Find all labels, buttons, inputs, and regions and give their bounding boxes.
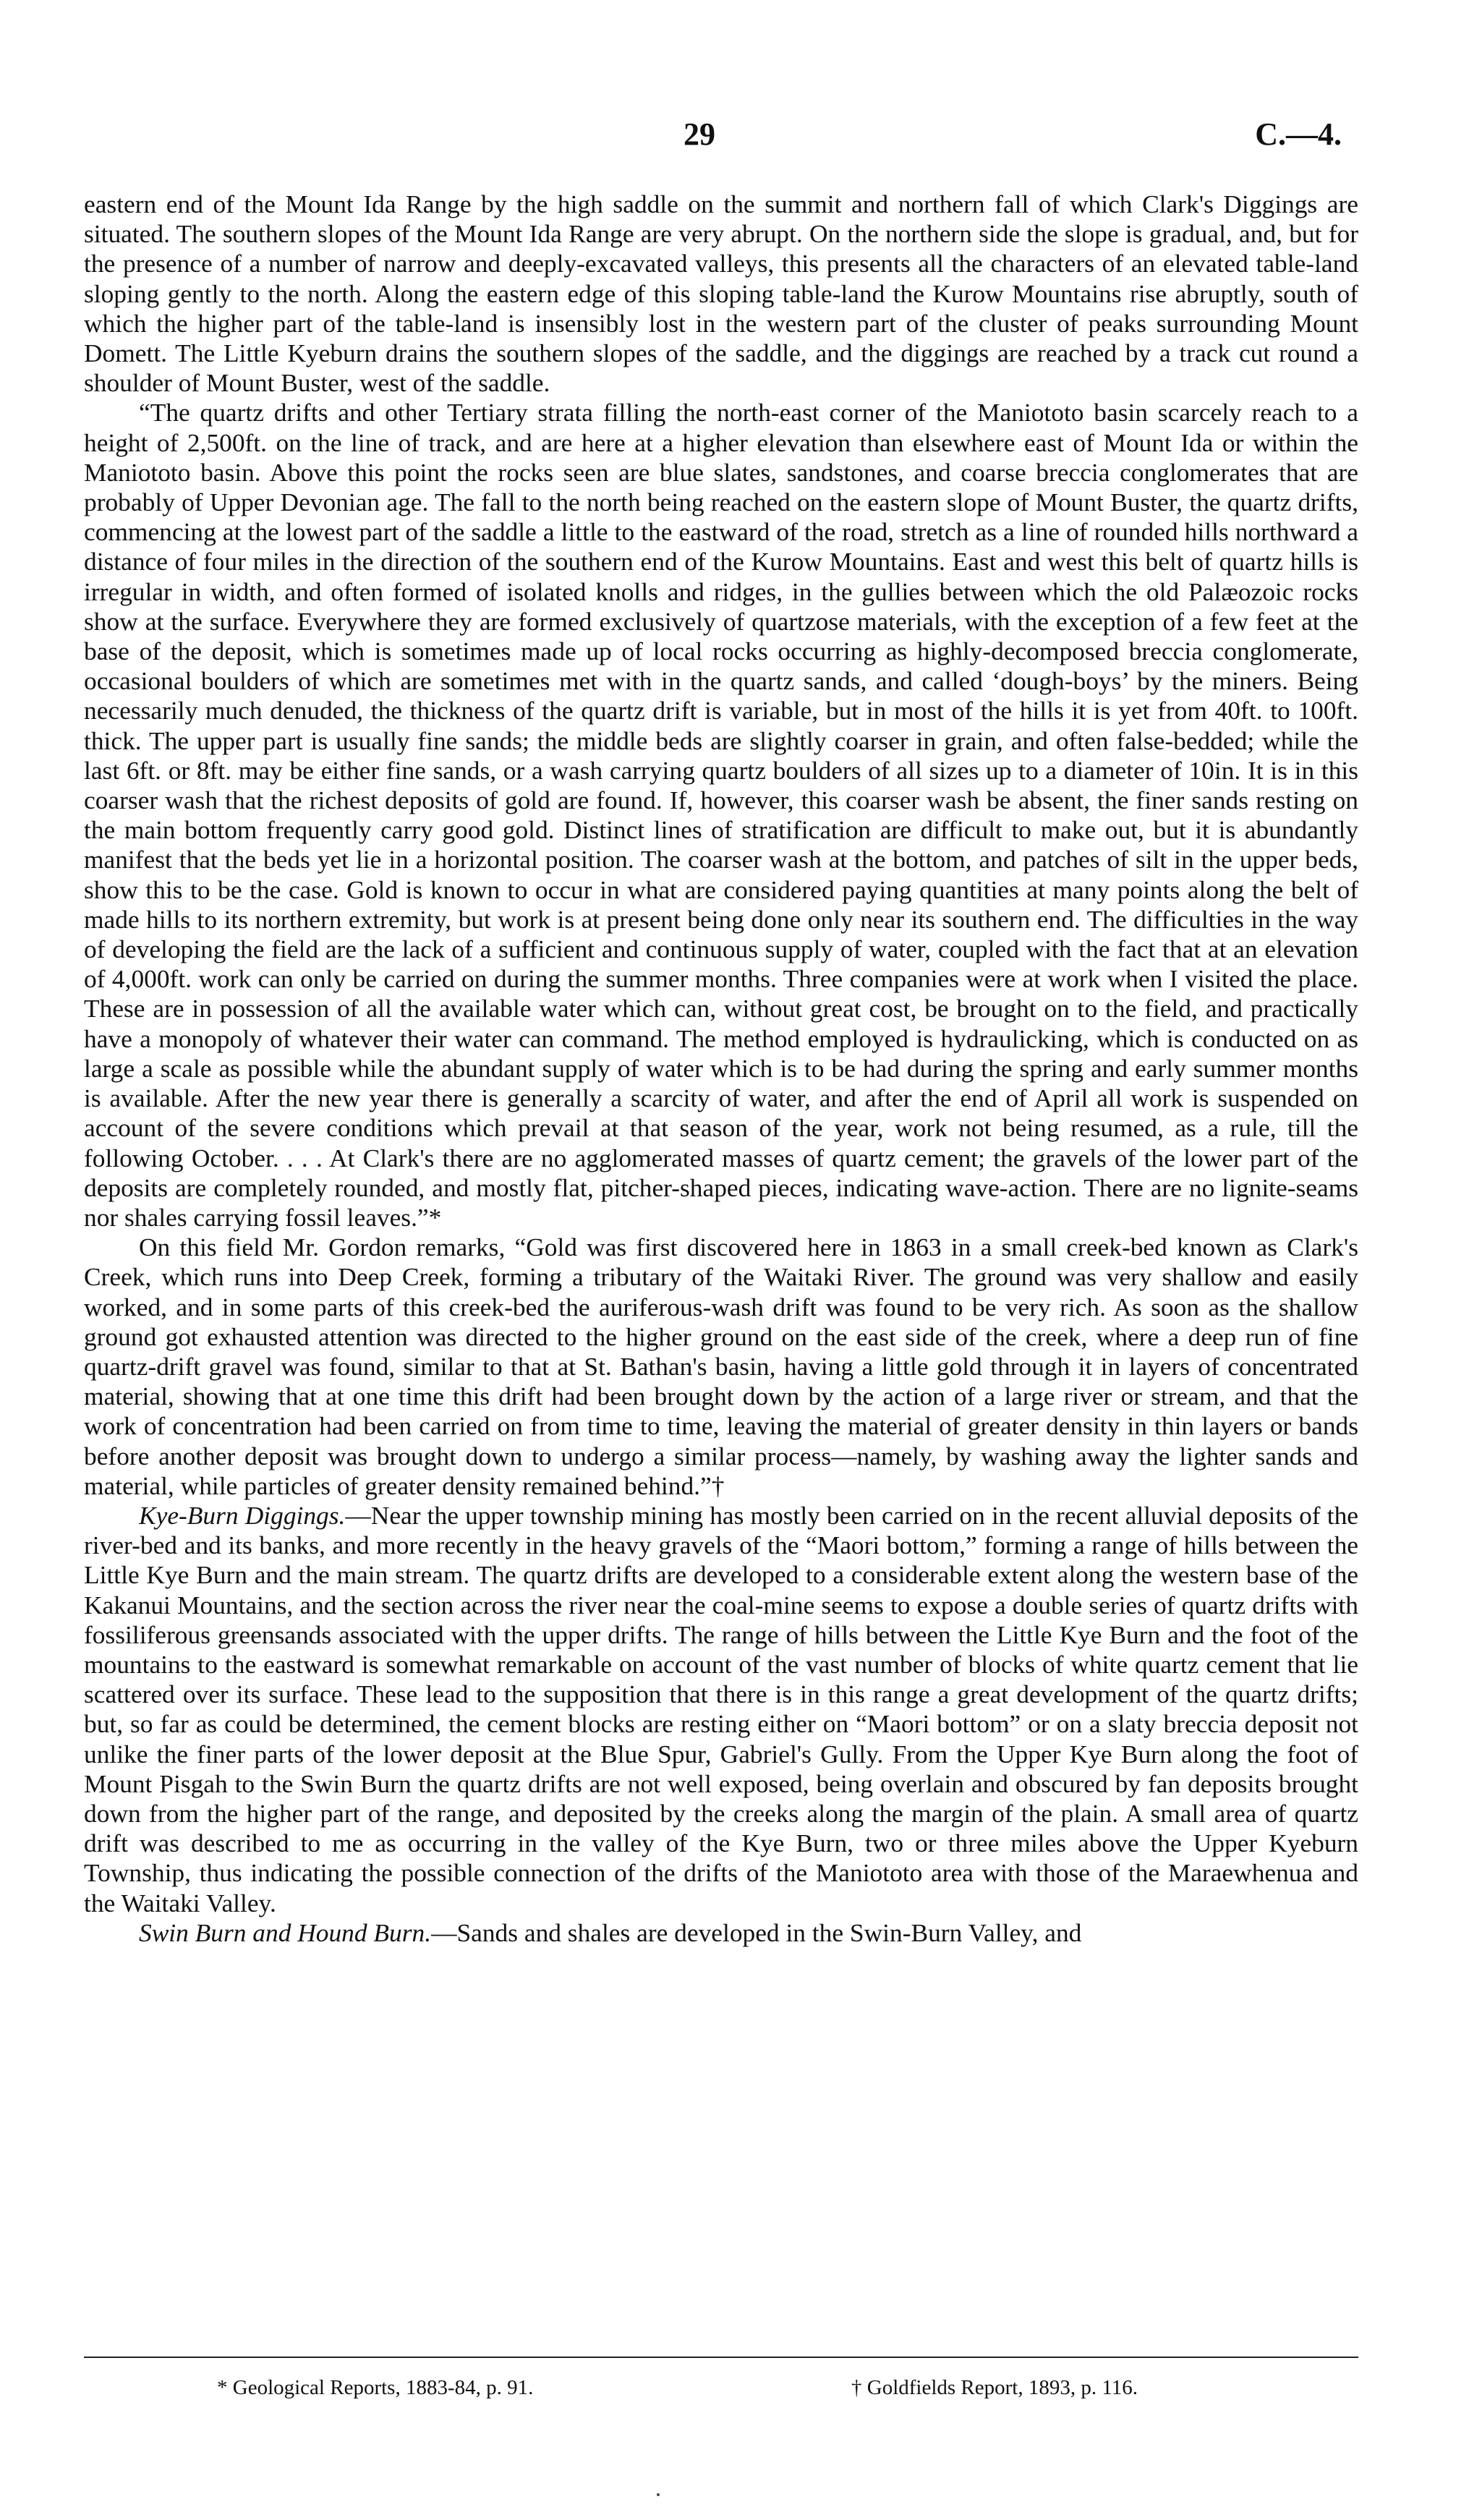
paragraph-1 xyxy=(84,190,1358,398)
section-heading-swin-burn: Swin Burn and Hound Burn. xyxy=(139,1917,432,1947)
paragraph-5-text: —Sands and shales are developed in the Swin-Burn Valley, and xyxy=(431,1917,1082,1947)
paragraph-4 xyxy=(84,1501,1358,1918)
footnote-goldfields-report: † Goldfields Report, 1893, p. 116. xyxy=(851,2376,1138,2399)
page-header xyxy=(0,116,1469,159)
document-reference: C.—4. xyxy=(1255,116,1342,152)
paragraph-3-text: On this field Mr. Gordon remarks, “Gold was first discovered here in 1863 in a small creek-bed known as Clark's Creek, which runs into Deep Creek, forming a tributary of the Waitaki River. The ground was very shallow and easily worked, and in some parts of this creek-bed the auriferous-wash drift was found to be very rich. As soon as the shallow ground got exhausted attention was directed to the higher ground on the east side of the creek, where a deep run of fine quartz-drift gravel was found, similar to that at St. Bathan's basin, having a little gold through it in layers of concentrated material, showing that at one time this drift had been brought down by the action of a large river or stream, and that the work of concentration had been carried on from time to time, leaving the material of greater density in thin layers or bands before another deposit was brought down to undergo a similar process—namely, by washing away the lighter sands and material, while particles of greater density remained behind.”† xyxy=(84,1233,1358,1500)
page-speck xyxy=(657,2493,660,2496)
paragraph-1-text: eastern end of the Mount Ida Range by the high saddle on the summit and northern fall of which Clark's Diggings are situated. The southern slopes of the Mount Ida Range are very abrupt. On the northern side the slope is gradual, and, but for the presence of a number of narrow and deeply-excavated valleys, this presents all the characters of an elevated table-land sloping gently to the north. Along the eastern edge of this sloping table-land the Kurow Mountains rise abruptly, south of which the higher part of the table-land is insensibly lost in the western part of the cluster of peaks surrounding Mount Domett. The Little Kyeburn drains the southern slopes of the saddle, and the diggings are reached by a track cut round a shoulder of Mount Buster, west of the saddle. xyxy=(84,190,1358,398)
footnote-divider xyxy=(84,2357,1358,2358)
body-text xyxy=(84,190,1358,1948)
paragraph-2 xyxy=(84,398,1358,1233)
page-number: 29 xyxy=(684,116,715,152)
paragraph-5 xyxy=(84,1918,1358,1948)
paragraph-4-text: —Near the upper township mining has mostly been carried on in the recent alluvial deposits of the river-bed and its banks, and more recently in the heavy gravels of the “Maori bottom,” forming a range of hills between the Little Kye Burn and the main stream. The quartz drifts are developed to a considerable extent along the western base of the Kakanui Mountains, and the section across the river near the coal-mine seems to expose a double series of quartz drifts with fossiliferous greensands associated with the upper drifts. The range of hills between the Little Kye Burn and the foot of the mountains to the eastward is somewhat remarkable on account of the vast number of blocks of white quartz cement that lie scattered over its surface. These lead to the supposition that there is in this range a great development of the quartz drifts; but, so far as could be determined, the cement blocks are resting either on “Maori bottom” or on a slaty breccia deposit not unlike the finer parts of the lower deposit at the Blue Spur, Gabriel's Gully. From the Upper Kye Burn along the foot of Mount Pisgah to the Swin Burn the quartz drifts are not well exposed, being overlain and obscured by fan deposits brought down from the higher part of the range, and deposited by the creeks along the margin of the plain. A small area of quartz drift was described to me as occurring in the valley of the Kye Burn, two or three miles above the Upper Kyeburn Township, thus indicating the possible connection of the drifts of the Maniototo area with those of the Maraewhenua and the Waitaki Valley. xyxy=(84,1500,1358,1917)
paragraph-2-text: “The quartz drifts and other Tertiary strata filling the north-east corner of the Maniototo basin scarcely reach to a height of 2,500ft. on the line of track, and are here at a higher elevation than elsewhere east of Mount Ida or within the Maniototo basin. Above this point the rocks seen are blue slates, sandstones, and coarse breccia conglomerates that are probably of Upper Devonian age. The fall to the north being reached on the eastern slope of Mount Buster, the quartz drifts, commencing at the lowest part of the saddle a little to the eastward of the road, stretch as a line of rounded hills northward a distance of four miles in the direction of the southern end of the Kurow Mountains. East and west this belt of quartz hills is irregular in width, and often formed of isolated knolls and ridges, in the gullies between which the old Palæozoic rocks show at the surface. Everywhere they are formed exclusively of quartzose materials, with the exception of a few feet at the base of the deposit, which is sometimes made up of local rocks occurring as highly-decomposed breccia conglomerate, occasional boulders of which are sometimes met with in the quartz sands, and called ‘dough-boys’ by the miners. Being necessarily much denuded, the thickness of the quartz drift is variable, but in most of the hills it is yet from 40ft. to 100ft. thick. The upper part is usually fine sands; the middle beds are slightly coarser in grain, and often false-bedded; while the last 6ft. or 8ft. may be either fine sands, or a wash carrying quartz boulders of all sizes up to a diameter of 10in. It is in this coarser wash that the richest deposits of gold are found. If, however, this coarser wash be absent, the finer sands resting on the main bottom frequently carry good gold. Distinct lines of stratification are difficult to make out, but it is abundantly manifest that the beds yet lie in a horizontal position. The coarser wash at the bottom, and patches of silt in the upper beds, show this to be the case. Gold is known to occur in what are considered paying quantities at many points along the belt of made hills to its northern extremity, but work is at present being done only near its southern end. The difficulties in the way of developing the field are the lack of a sufficient and continuous supply of water, coupled with the fact that at an elevation of 4,000ft. work can only be carried on during the summer months. Three companies were at work when I visited the place. These are in possession of all the available water which can, without great cost, be brought on to the field, and practically have a monopoly of whatever their water can command. The method employed is hydraulicking, which is conducted on as large a scale as possible while the abundant supply of water which is to be had during the spring and early summer months is available. After the new year there is generally a scarcity of water, and after the end of April all work is suspended on account of the severe conditions which prevail at that season of the year, work not being resumed, as a rule, till the following October. . . . At Clark's there are no agglomerated masses of quartz cement; the gravels of the lower part of the deposits are completely rounded, and mostly flat, pitcher-shaped pieces, indicating wave-action. There are no lignite-seams nor shales carrying fossil leaves.”* xyxy=(84,398,1358,1232)
footnote-geological-reports: * Geological Reports, 1883-84, p. 91. xyxy=(217,2376,534,2399)
paragraph-3 xyxy=(84,1233,1358,1501)
section-heading-kye-burn: Kye-Burn Diggings. xyxy=(139,1500,346,1530)
